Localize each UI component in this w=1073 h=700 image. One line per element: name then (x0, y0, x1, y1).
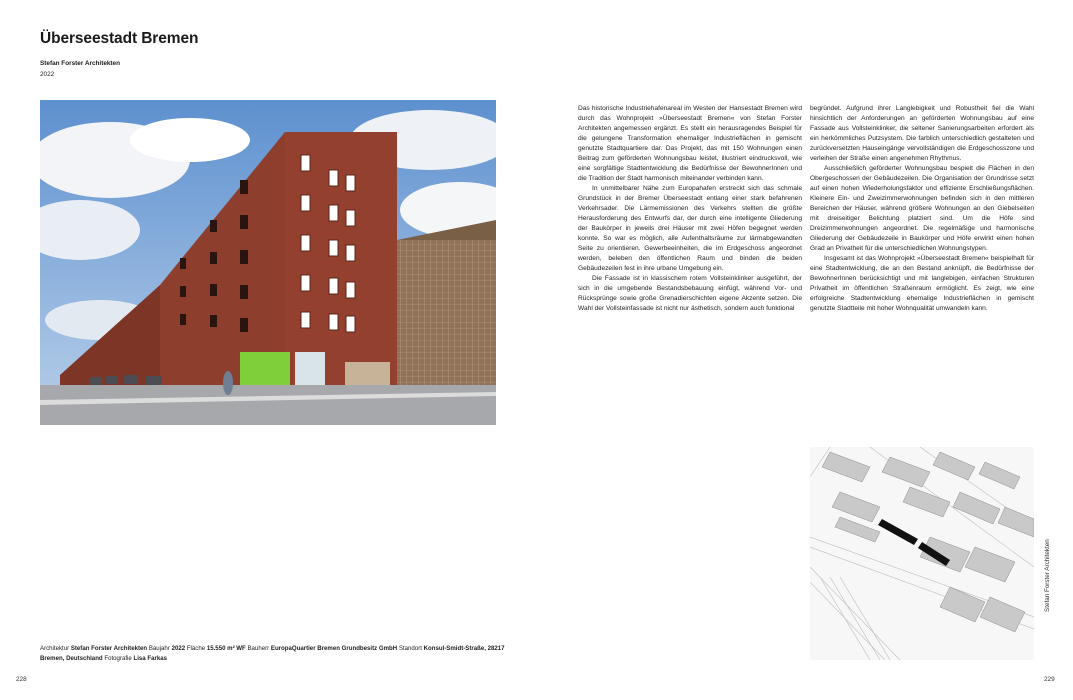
side-architect-label: Stefan Forster Architekten (1044, 539, 1051, 612)
building-photo (40, 100, 496, 425)
credit-label: Baujahr (148, 645, 170, 652)
credit-label: Fläche (186, 645, 206, 652)
credit-value: EuropaQuartier Bremen Grundbesitz GmbH (270, 645, 398, 652)
credit-label: Fotografie (104, 655, 132, 662)
paragraph: Ausschließlich geförderter Wohnungsbau bespielt die Flächen in den Obergeschossen der Gebäudezeilen. Die Organisation der Grundrisse setzt auf einen hohen Wiederholungsfaktor und effiziente Erschließungsflächen. Kleinere Ein- und Zweizimmerwohnungen befinden sich in den mittleren Bereichen der Häuser, während größere Wohnungen an den Giebelseiten mit dreiseitiger Belichtung platziert sind. Um die Höfe sind Dreizimmerwohnungen angeordnet. Die regelmäßige und harmonische Gliederung der Gebäudezeile in Baukörper und Höfe erwirkt einen hohen Grad an Privatheit für die unterschiedlichen Wohnungstypen. (810, 165, 1034, 252)
architect-name: Stefan Forster Architekten (40, 60, 121, 67)
credit-label: Architektur (40, 645, 70, 652)
credit-value: Konsul-Smidt-Straße, 28217 Bremen, Deutschland (40, 645, 505, 662)
credit-value: 2022 (171, 645, 186, 652)
page-number-left: 228 (16, 676, 27, 683)
paragraph: Insgesamt ist das Wohnprojekt »Überseestadt Bremen« beispielhaft für eine Stadtentwicklung, die an den Bestand anknüpft, die Bedürfnisse der BewohnerInnen berücksichtigt und mit langlebigen, einfachen Strukturen Privatheit im öffentlichen Straßenraum ermöglicht. Es zeigt, wie eine erfolgreiche Stadtentwicklung ehemalige Industrieflächen in gemischt genutzte Stadtteile mit hoher Wohnqualität umwandeln kann. (810, 255, 1034, 312)
project-credits (40, 644, 510, 664)
project-year: 2022 (40, 71, 55, 78)
credit-value: 15.550 m² WF (206, 645, 246, 652)
paragraph: Die Fassade ist in klassischem rotem Vollsteinklinker ausgeführt, der sich in die umgebende Bestandsbebauung einfügt, während Vor- und Rücksprünge sowie große Grenadierschichten eigene Akzente setzen. Die Wahl der Vollsteinfassade ist nicht nur ästhetisch, sondern auch funktional (578, 275, 802, 312)
page-title: Überseestadt Bremen (40, 30, 199, 47)
paragraph: In unmittelbarer Nähe zum Europahafen erstreckt sich das schmale Grundstück in der Bremer Überseestadt entlang einer stark befahrenen Verkehrsader. Die Lärmemissionen des Verkehrs stellten die größte Herausforderung des Entwurfs dar, der durch eine intelligente Gliederung der Baukörper in jeweils drei Häuser mit zwei Höfen begegnet werden konnte. So war es möglich, alle Aufenthaltsräume zur lärmabgewandten Seite zu orientieren. Gewerbeeinheiten, die im Erdgeschoss angeordnet werden, beleben den öffentlichen Raum und binden die beiden Gebäudezeilen fest in ihre urbane Umgebung ein. (578, 185, 802, 272)
body-text-column-1 (578, 104, 802, 314)
body-text-column-2 (810, 104, 1034, 314)
site-plan (810, 447, 1034, 660)
credit-value: Stefan Forster Architekten (70, 645, 148, 652)
paragraph: begründet. Aufgrund ihrer Langlebigkeit und Robustheit fiel die Wahl hinsichtlich der Anforderungen an geförderten Wohnungsbau auf eine Fassade aus Vollsteinklinker, die seltener Sanierungsarbeiten erfordert als ein herkömmliches Putzsystem. Die farblich unterschiedlich gestalteten und zurückversetzten Hauseingänge vervollständigen die Erdgeschosszone und verleihen der Straße einen angenehmen Rhythmus. (810, 105, 1034, 162)
credit-label: Standort (398, 645, 422, 652)
paragraph: Das historische Industriehafenareal im Westen der Hansestadt Bremen wird durch das Wohnprojekt »Überseestadt Bremen« von Stefan Forster Architekten angemessen ergänzt. Es stellt ein herausragendes Beispiel für die gelungene Transformation ehemaliger Industrieflächen in gemischt genutzte Stadtquartiere dar. Das Projekt, das mit 150 Wohnungen einen Beitrag zum geförderten Wohnungsbau leistet, illustriert eindrucksvoll, wie eine sorgfältige Stadtentwicklung die Bedürfnisse der BewohnerInnen und die Tradition der Stadt harmonisch miteinander verbinden kann. (578, 105, 802, 182)
page-number-right: 229 (1044, 676, 1055, 683)
credit-value: Lisa Farkas (133, 655, 168, 662)
credit-label: Bauherr (247, 645, 270, 652)
